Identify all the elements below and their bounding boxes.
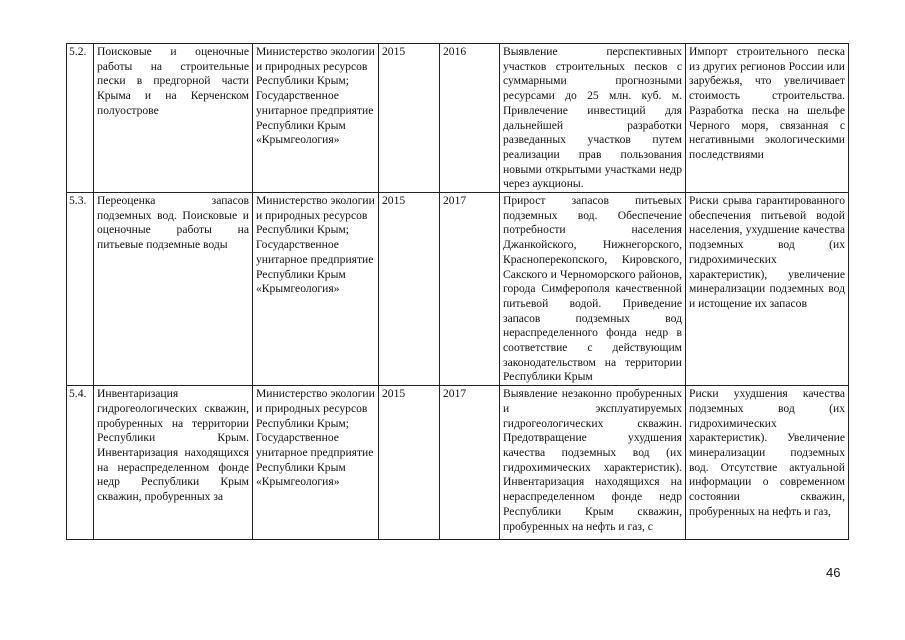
- end-year: 2017: [440, 386, 500, 540]
- start-year: 2015: [379, 386, 440, 540]
- table-row: [67, 44, 849, 193]
- expected-result: Выявление перспективных участков строительных песков с суммарными прогнозными ресурсами до 25 млн. куб. м. Привлечение инвестиций для дальнейшей разработки разведанных участков путем реализации прав пользования новыми открытыми участками недр через аукционы.: [500, 44, 686, 193]
- page-number: 46: [826, 565, 841, 580]
- row-number: 5.4.: [67, 386, 94, 540]
- measure-name: Инвентаризация гидрогеологических скважин, пробуренных на территории Республики Крым. Инвентаризация находящихся на нераспределенном фонде недр Республики Крым скважин, пробуренных за: [94, 386, 253, 540]
- start-year: 2015: [379, 44, 440, 193]
- measures-table: [66, 43, 849, 540]
- executor: Министерство экологии и природных ресурсов Республики Крым; Государственное унитарное предприятие Республики Крым «Крымгеология»: [253, 193, 379, 386]
- risks: Риски ухудшения качества подземных вод (их гидрохимических характеристик). Увеличение минерализации подземных вод. Отсутствие актуальной информации о современном состоянии скважин, пробуренных на нефть и газ,: [686, 386, 849, 540]
- measure-name: Переоценка запасов подземных вод. Поисковые и оценочные работы на питьевые подземные воды: [94, 193, 253, 386]
- table-row: [67, 193, 849, 386]
- row-number: 5.2.: [67, 44, 94, 193]
- end-year: 2016: [440, 44, 500, 193]
- executor: Министерство экологии и природных ресурсов Республики Крым; Государственное унитарное предприятие Республики Крым «Крымгеология»: [253, 44, 379, 193]
- expected-result: Выявление незаконно пробуренных и эксплуатируемых гидрогеологических скважин. Предотвращение ухудшения качества подземных вод (их гидрохимических характеристик). Инвентаризация находящихся на нераспределенном фонде недр Республики Крым скважин, пробуренных на нефть и газ, с: [500, 386, 686, 540]
- end-year: 2017: [440, 193, 500, 386]
- risks: Импорт строительного песка из других регионов России или зарубежья, что увеличивает стоимость строительства. Разработка песка на шельфе Черного моря, связанная с негативными экологическими последствиями: [686, 44, 849, 193]
- row-number: 5.3.: [67, 193, 94, 386]
- risks: Риски срыва гарантированного обеспечения питьевой водой населения, ухудшение качества подземных вод (их гидрохимических характеристик), увеличение минерализации подземных вод и истощение их запасов: [686, 193, 849, 386]
- start-year: 2015: [379, 193, 440, 386]
- expected-result: Прирост запасов питьевых подземных вод. Обеспечение потребности населения Джанкойского, Нижнегорского, Красноперекопского, Кировского, Сакского и Черноморского районов, города Симферополя качественной питьевой водой. Приведение запасов подземных вод нераспределенного фонда недр в соответствие с действующим законодательством на территории Республики Крым: [500, 193, 686, 386]
- table-row: [67, 386, 849, 540]
- measure-name: Поисковые и оценочные работы на строительные пески в предгорной части Крыма и на Керченском полуострове: [94, 44, 253, 193]
- executor: Министерство экологии и природных ресурсов Республики Крым; Государственное унитарное предприятие Республики Крым «Крымгеология»: [253, 386, 379, 540]
